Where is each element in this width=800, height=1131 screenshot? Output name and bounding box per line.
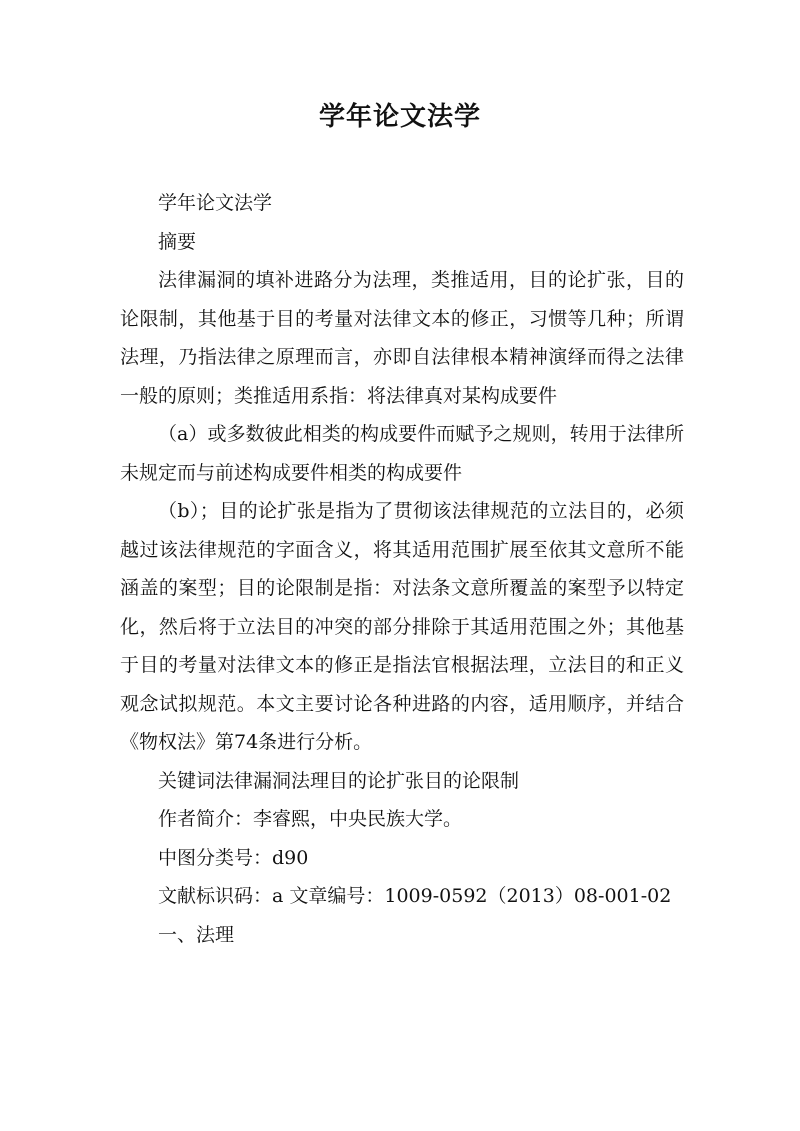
paragraph-abstract-label: 摘要 xyxy=(158,230,197,253)
paragraph-heading: 学年论文法学 xyxy=(158,192,273,214)
paragraph-abstract-1: 法律漏洞的填补进路分为法理，类推适用，目的论扩张，目的论限制，其他基于目的考量对法律文本的修正，习惯等几种；所谓法理，乃指法律之原理而言，亦即自法律根本精神演绎而得之法律一般的原则；类推适用系指：将法律真对某构成要件 xyxy=(120,269,684,407)
document-body xyxy=(120,184,684,954)
document-title: 学年论文法学 xyxy=(318,102,481,132)
paragraph-document-code: 文献标识码：a 文章编号：1009-0592（2013）08-001-02 xyxy=(158,885,672,907)
paragraph-abstract-3: （b）；目的论扩张是指为了贯彻该法律规范的立法目的，必须越过该法律规范的字面含义，将其适用范围扩展至依其文意所不能涵盖的案型；目的论限制是指：对法条文意所覆盖的案型予以特定化，然后将于立法目的冲突的部分排除于其适用范围之外；其他基于目的考量对法律文本的修正是指法官根据法理，立法目的和正义观念试拟规范。本文主要讨论各种进路的内容，适用顺序，并结合《物权法》第74条进行分析。 xyxy=(120,500,684,753)
paragraph-keywords: 关键词法律漏洞法理目的论扩张目的论限制 xyxy=(158,769,520,792)
paragraph-author: 作者简介：李睿熙，中央民族大学。 xyxy=(158,808,463,830)
paragraph-classification: 中图分类号：d90 xyxy=(158,846,309,869)
paragraph-abstract-2: （a）或多数彼此相类的构成要件而赋予之规则，转用于法律所未规定而与前述构成要件相类的构成要件 xyxy=(120,423,684,484)
paragraph-section-heading: 一、法理 xyxy=(158,923,235,946)
